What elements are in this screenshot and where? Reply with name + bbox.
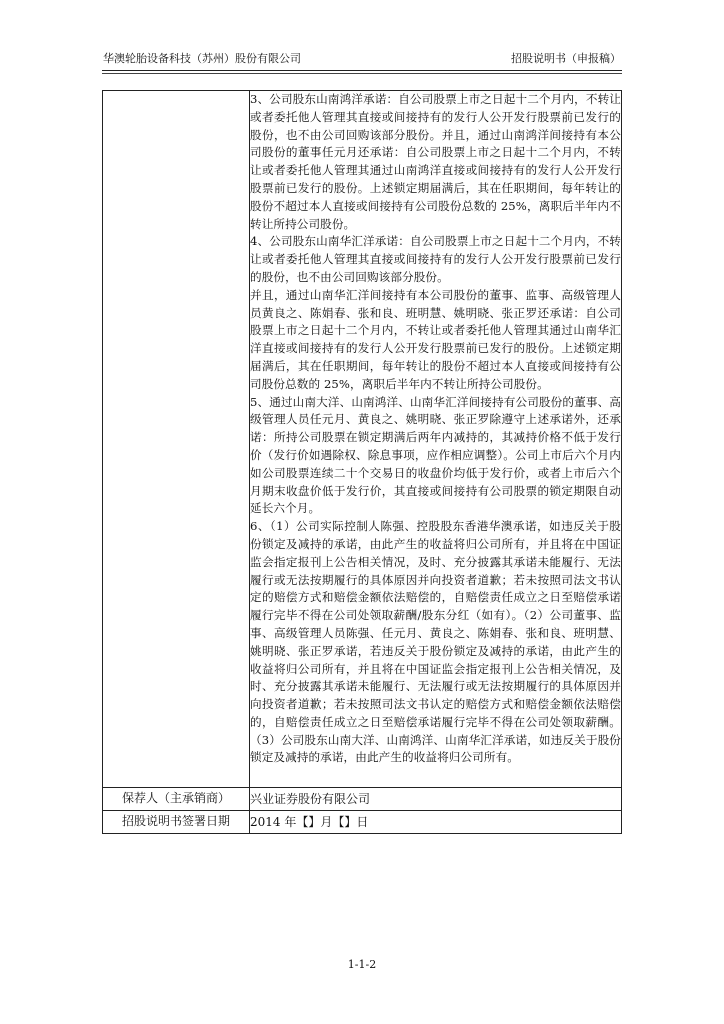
commitment-paragraph-3: 3、公司股东山南鸿洋承诺：自公司股票上市之日起十二个月内，不转让或者委托他人管理其直接或间接持有的发行人公开发行股票前已发行的股份，也不由公司回购该部分股份。并且，通过山南鸿洋间接持有本公司股份的董事任元月还承诺：自公司股票上市之日起十二个月内，不转让或者委托他人管理其通过山南鸿洋直接或间接持有的发行人公开发行股票前已发行的股份。上述锁定期届满后，其在任职期间，每年转让的股份不超过本人直接或间接持有公司股份总数的 25%，离职后半年内不转让所持公司股份。	[250, 92, 621, 231]
header-company-name: 华澳轮胎设备科技（苏州）股份有限公司	[103, 52, 301, 65]
sign-date-label: 招股说明书签署日期	[103, 811, 250, 834]
table-row-sign-date	[103, 811, 622, 834]
page-header	[103, 51, 621, 67]
info-table	[102, 90, 622, 834]
page-number: 1-1-2	[347, 958, 377, 971]
commitment-paragraph-4: 4、公司股东山南华汇洋承诺：自公司股票上市之日起十二个月内，不转让或者委托他人管理其直接或间接持有的发行人公开发行股票前已发行的股份，也不由公司回购该部分股份。	[250, 234, 621, 284]
sponsor-value: 兴业证券股份有限公司	[250, 788, 622, 811]
sponsor-label: 保荐人（主承销商）	[103, 788, 250, 811]
commitment-paragraph-5: 5、通过山南大洋、山南鸿洋、山南华汇洋间接持有公司股份的董事、高级管理人员任元月、黄良之、姚明晓、张正罗除遵守上述承诺外，还承诺：所持公司股票在锁定期满后两年内减持的，其减持价格不低于发行价（发行价如遇除权、除息事项，应作相应调整）。公司上市后六个月内如公司股票连续二十个交易日的收盘价均低于发行价，或者上市后六个月期末收盘价低于发行价，其直接或间接持有公司股票的锁定期限自动延长六个月。	[250, 394, 621, 516]
empty-label-cell	[103, 91, 250, 788]
table-row-commitments	[103, 91, 622, 788]
header-document-title: 招股说明书（申报稿）	[511, 52, 621, 65]
commitments-cell	[250, 91, 622, 788]
commitment-paragraph-4-cont: 并且，通过山南华汇洋间接持有本公司股份的董事、监事、高级管理人员黄良之、陈娟春、张和良、班明慧、姚明晓、张正罗还承诺：自公司股票上市之日起十二个月内，不转让或者委托他人管理其通过山南华汇洋直接或间接持有的发行人公开发行股票前已发行的股份。上述锁定期届满后，其在任职期间，每年转让的股份不超过本人直接或间接持有公司股份总数的 25%，离职后半年内不转让所持公司股份。	[250, 287, 621, 391]
sign-date-value: 2014 年【】月【】日	[250, 811, 622, 834]
header-divider	[102, 70, 622, 71]
header-divider-thin	[102, 73, 622, 74]
commitment-paragraph-6: 6、（1）公司实际控制人陈强、控股股东香港华澳承诺，如违反关于股份锁定及减持的承诺，由此产生的收益将归公司所有，并且将在中国证监会指定报刊上公告相关情况，及时、充分披露其承诺未能履行、无法履行或无法按期履行的具体原因并向投资者道歉；若未按照司法文书认定的赔偿方式和赔偿金额依法赔偿的，自赔偿责任成立之日至赔偿承诺履行完毕不得在公司处领取薪酬/股东分红（如有）。（2）公司董事、监事、高级管理人员陈强、任元月、黄良之、陈娟春、张和良、班明慧、姚明晓、张正罗承诺，若违反关于股份锁定及减持的承诺，由此产生的收益将归公司所有，并且将在中国证监会指定报刊上公告相关情况，及时、充分披露其承诺未能履行、无法履行或无法按期履行的具体原因并向投资者道歉；若未按照司法文书认定的赔偿方式和赔偿金额依法赔偿的，自赔偿责任成立之日至赔偿承诺履行完毕不得在公司处领取薪酬。（3）公司股东山南大洋、山南鸿洋、山南华汇洋承诺，如违反关于股份锁定及减持的承诺，由此产生的收益将归公司所有。	[250, 519, 621, 765]
table-row-sponsor	[103, 788, 622, 811]
